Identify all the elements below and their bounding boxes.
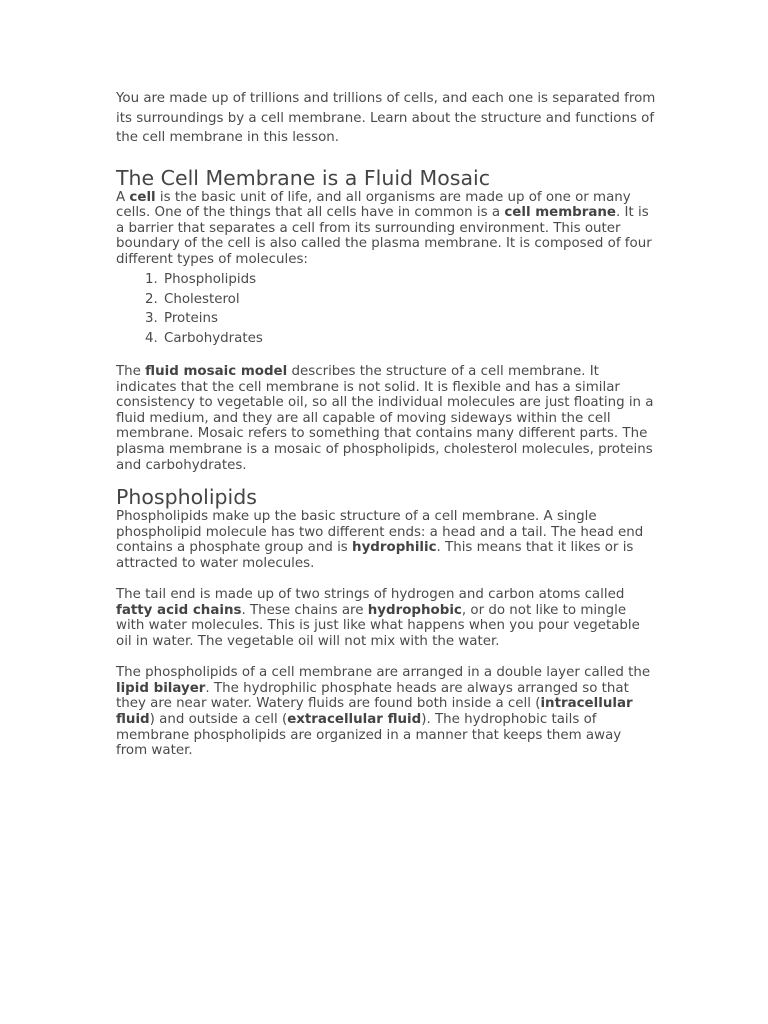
term-fluid-mosaic-model: fluid mosaic model: [145, 364, 288, 380]
term-cell: cell: [129, 189, 156, 205]
term-fatty-acid-chains: fatty acid chains: [116, 602, 242, 618]
phospholipids-paragraph-3: [116, 665, 656, 759]
term-extracellular-fluid: extracellular fluid: [287, 711, 422, 727]
list-item: 3. Proteins: [162, 309, 656, 329]
text-run: . The hydrophilic phosphate heads are always arranged so that they are near water. Watery fluids are found both inside a cell (: [116, 680, 629, 712]
text-run: The tail end is made up of two strings of hydrogen and carbon atoms called: [116, 587, 625, 603]
text-run: ). The hydrophobic tails of membrane phospholipids are organized in a manner that keeps them away from water.: [116, 711, 622, 759]
cell-membrane-paragraph: [116, 190, 656, 268]
term-hydrophilic: hydrophilic: [352, 540, 437, 556]
phospholipids-paragraph-2: [116, 587, 656, 649]
list-item: 2. Cholesterol: [162, 290, 656, 310]
text-run: Phospholipids make up the basic structure of a cell membrane. A single phospholipid molecule has two different ends: a head and a tail. The head end contains a phosphate group and is: [116, 509, 644, 556]
section-heading-fluid-mosaic: The Cell Membrane is a Fluid Mosaic: [116, 165, 490, 190]
text-run: . It is a barrier that separates a cell from its surrounding environment. This outer boundary of the cell is also called the plasma membrane. It is composed of four different types of molecules:: [116, 205, 652, 267]
phospholipids-paragraph-1: [116, 509, 656, 571]
document-page: [116, 89, 656, 759]
intro-paragraph: You are made up of trillions and trillions of cells, and each one is separated from its surroundings by a cell membrane. Learn about the structure and functions of the cell membrane in this lesson.: [116, 91, 656, 145]
list-item: 4. Carbohydrates: [162, 329, 656, 349]
text-run: is the basic unit of life, and all organisms are made up of one or many cells. One of the things that all cells have in common is a: [116, 189, 631, 221]
text-run: A: [116, 189, 130, 205]
list-item: 1. Phospholipids: [162, 270, 656, 290]
text-run: , or do not like to mingle with water molecules. This is just like what happens when you pour vegetable oil in water. The vegetable oil will not mix with the water.: [116, 602, 640, 649]
text-run: . These chains are: [241, 602, 368, 618]
section-heading-phospholipids: Phospholipids: [116, 485, 257, 510]
text-run: . This means that it likes or is attracted to water molecules.: [116, 540, 634, 571]
term-hydrophobic: hydrophobic: [367, 602, 462, 618]
term-cell-membrane: cell membrane: [504, 205, 617, 221]
term-lipid-bilayer: lipid bilayer: [116, 680, 206, 696]
term-intracellular-fluid: intracellular fluid: [116, 696, 633, 727]
text-run: The phospholipids of a cell membrane are arranged in a double layer called the: [116, 665, 651, 681]
text-run: ) and outside a cell (: [149, 711, 288, 727]
text-run: describes the structure of a cell membrane. It indicates that the cell membrane is not solid. It is flexible and has a similar consistency to vegetable oil, so all the individual molecules are just floating in a fluid medium, and they are all capable of moving sideways within the cell membrane. Mosaic refers to something that contains many different parts. The plasma membrane is a mosaic of phospholipids, cholesterol molecules, proteins and carbohydrates.: [116, 364, 654, 473]
molecule-list: [116, 270, 656, 348]
fluid-mosaic-paragraph: [116, 364, 656, 473]
text-run: The: [116, 364, 146, 380]
